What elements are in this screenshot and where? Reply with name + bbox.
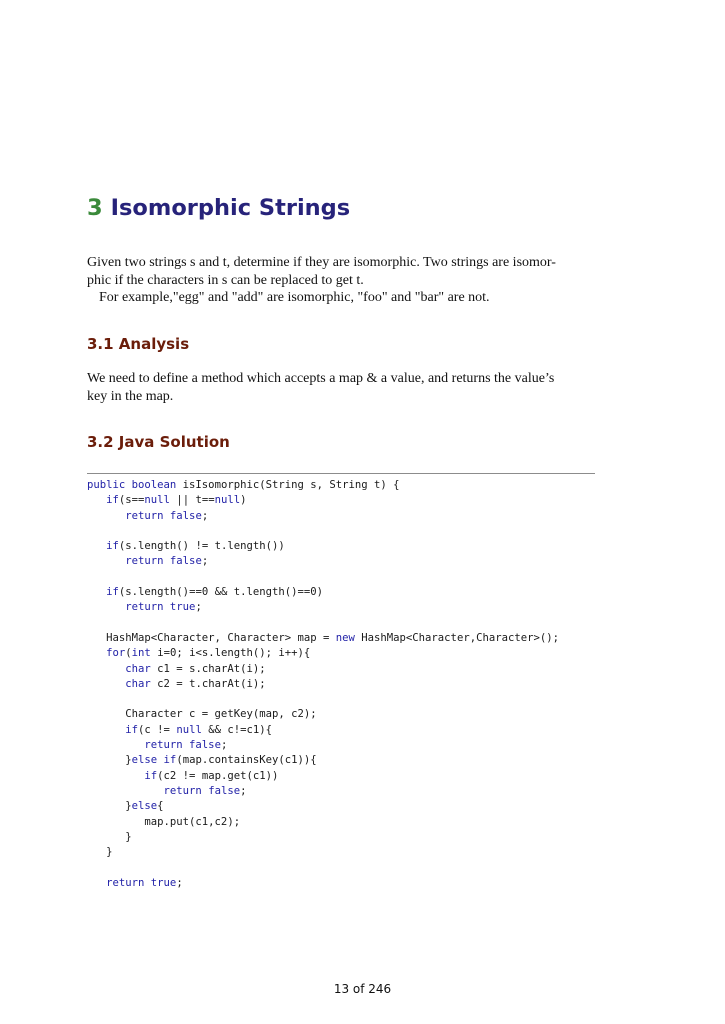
analysis-line-1: We need to define a method which accepts a map & a value, and returns the value’s (87, 371, 555, 386)
code-text: ; (176, 876, 183, 889)
code-text: && c!=c1){ (201, 723, 273, 736)
code-line (87, 815, 559, 830)
code-text: ( (125, 647, 132, 660)
code-line (87, 799, 559, 814)
code-keyword: if (144, 769, 158, 782)
code-line (87, 860, 559, 875)
code-line (87, 631, 559, 646)
code-line (87, 585, 559, 600)
code-keyword: return false (163, 784, 241, 797)
code-text: isIsomorphic(String s, String t) { (176, 479, 400, 491)
code-line (87, 830, 559, 845)
code-text (87, 586, 106, 598)
code-line (87, 570, 559, 585)
code-keyword: null (176, 723, 202, 736)
code-text: ; (240, 784, 247, 797)
code-keyword: for (106, 647, 126, 660)
code-line (87, 769, 559, 784)
solution-heading: 3.2 Java Solution (87, 433, 230, 451)
code-text: (c != (138, 723, 177, 736)
code-text: (c2 != map.get(c1)) (157, 769, 279, 782)
code-line (87, 738, 559, 753)
analysis-paragraph (87, 370, 597, 405)
code-top-rule (87, 473, 595, 474)
code-text: HashMap<Character, Character> map = (87, 631, 336, 644)
code-text: } (87, 800, 132, 813)
code-keyword: if (106, 494, 119, 507)
code-text: (s== (118, 494, 145, 507)
code-line (87, 493, 559, 508)
code-keyword: else (131, 800, 158, 813)
code-line (87, 677, 559, 692)
code-text: { (157, 800, 164, 813)
code-text: Character c = getKey(map, c2); (87, 708, 317, 721)
code-line (87, 539, 559, 554)
intro-paragraph (87, 254, 597, 307)
code-line (87, 707, 559, 722)
code-text (87, 540, 106, 552)
code-text: ; (195, 601, 202, 614)
code-keyword: null (144, 494, 170, 507)
code-block (87, 478, 559, 891)
code-text (87, 494, 106, 506)
code-text: map.put(c1,c2); (87, 815, 241, 828)
code-keyword: if (125, 723, 139, 736)
code-text: ; (201, 509, 209, 522)
code-text (87, 678, 125, 690)
analysis-heading: 3.1 Analysis (87, 335, 190, 353)
code-text: ; (201, 555, 209, 568)
code-text: c1 = s.charAt(i); (150, 662, 266, 675)
code-text: || t== (169, 494, 215, 507)
code-text: ) (240, 494, 247, 507)
chapter-name: Isomorphic Strings (110, 195, 351, 221)
code-line (87, 692, 559, 707)
code-text: } (87, 754, 132, 767)
code-text: (map.containsKey(c1)){ (176, 754, 317, 767)
code-line (87, 723, 559, 738)
code-line (87, 646, 559, 661)
code-line (87, 616, 559, 631)
code-text (87, 663, 125, 675)
code-keyword: char (125, 662, 151, 675)
code-text: (s.length()==0 && t.length()==0) (118, 586, 324, 599)
code-text (87, 510, 125, 522)
code-line (87, 845, 559, 860)
code-keyword: return true (125, 601, 196, 614)
chapter-number: 3 (87, 195, 103, 221)
code-line (87, 753, 559, 768)
code-line (87, 478, 559, 493)
intro-line-1: Given two strings s and t, determine if they are isomorphic. Two strings are isomor- (87, 255, 556, 270)
code-keyword: return false (125, 555, 202, 568)
code-keyword: if (106, 586, 119, 599)
code-line (87, 784, 559, 799)
code-text (87, 724, 125, 736)
code-keyword: int (131, 647, 151, 660)
code-text: } (87, 830, 132, 843)
code-keyword: return false (125, 509, 202, 522)
code-keyword: null (214, 494, 241, 507)
code-text: (s.length() != t.length()) (118, 540, 285, 553)
code-text: ; (220, 739, 228, 752)
code-text: i=0; i<s.length(); i++){ (150, 647, 311, 660)
code-line (87, 600, 559, 615)
intro-line-2: phic if the characters in s can be replaced to get t. (87, 272, 364, 288)
code-text (87, 739, 144, 751)
code-line (87, 662, 559, 677)
chapter-title (87, 195, 350, 221)
code-line (87, 876, 559, 891)
code-line (87, 554, 559, 569)
code-keyword: public boolean (87, 479, 177, 491)
code-text: c2 = t.charAt(i); (150, 677, 266, 690)
code-line (87, 524, 559, 539)
code-text (87, 555, 125, 567)
code-keyword: else if (131, 754, 177, 767)
code-line (87, 509, 559, 524)
code-keyword: return false (144, 739, 221, 752)
code-text (87, 770, 144, 782)
analysis-line-2: key in the map. (87, 388, 174, 404)
page-number: 13 of 246 (333, 982, 392, 996)
code-text (87, 647, 106, 659)
intro-line-3: For example,"egg" and "add" are isomorphic, "foo" and "bar" are not. (99, 290, 490, 305)
code-text (87, 877, 106, 889)
code-keyword: char (125, 677, 151, 690)
code-text: HashMap<Character,Character>(); (354, 631, 559, 644)
code-keyword: if (106, 540, 119, 553)
code-keyword: return true (106, 876, 177, 889)
code-text (87, 601, 125, 613)
code-keyword: new (335, 631, 355, 644)
code-text: } (87, 846, 113, 859)
code-text (87, 785, 164, 797)
